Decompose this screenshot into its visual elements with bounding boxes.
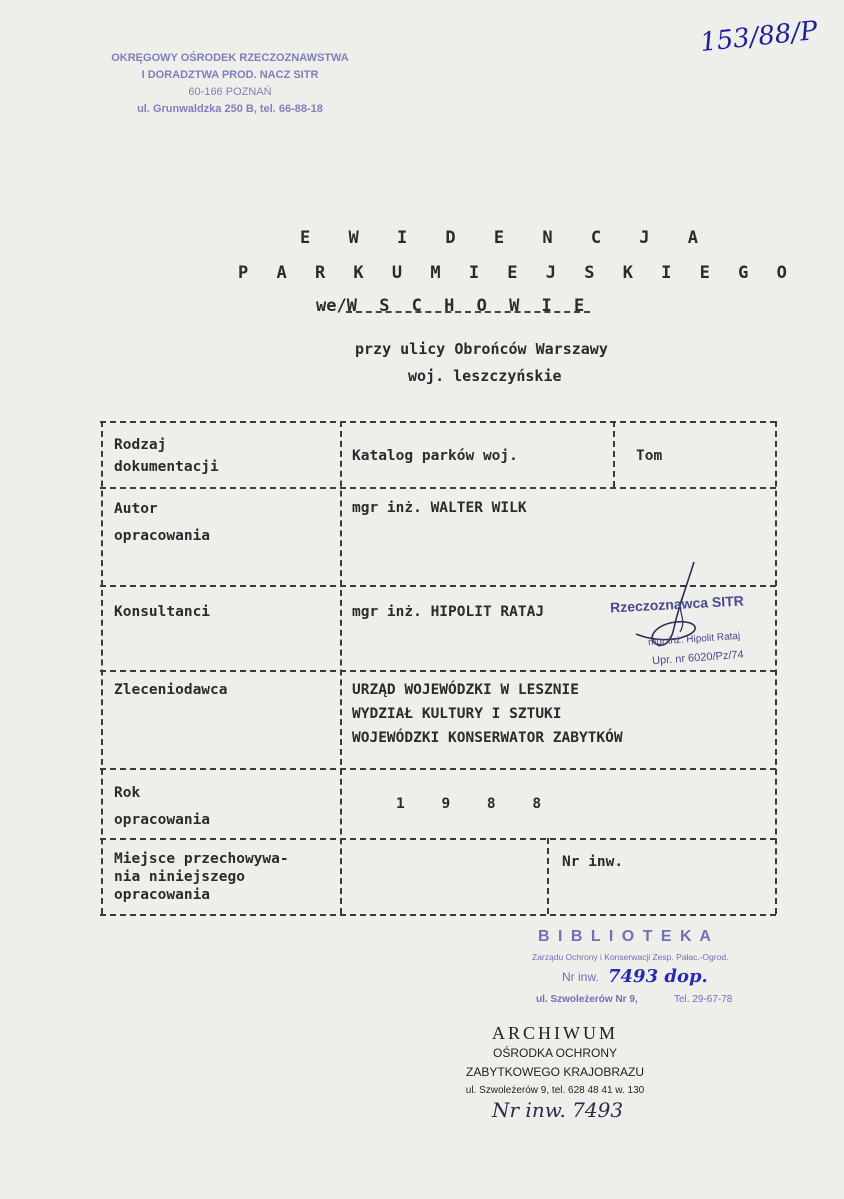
location-line [316,296,590,316]
row-author-label: Autor opracowania [114,501,211,544]
table-col-tom [613,421,615,487]
location-prefix: we/ [316,296,347,316]
region-line: woj. leszczyńskie [408,367,562,385]
archive-line2: OŚRODKA OCHRONY [492,1046,618,1060]
row-client-label: Zleceniodawca [114,682,228,698]
library-stamp-title: B I B L I O T E K A [538,928,713,945]
table-col-inv [547,838,549,914]
table-rule-bottom [100,914,776,916]
table-rule-5 [100,838,776,840]
archive-title: ARCHIWUM [492,1023,618,1043]
org-stamp-line2: I DORADZTWA PROD. NACZ SITR [141,69,319,81]
table-rule-1 [100,487,776,489]
library-stamp [520,928,770,1008]
document-title: E W I D E N C J A [300,228,712,248]
expert-stamp-title: Rzeczoznawca SITR [609,592,745,616]
archive-line3: ZABYTKOWEGO KRAJOBRAZU [465,1065,645,1079]
expert-stamp-name: mgr inż. Hipolit Rataj [647,630,741,649]
row-storage-label: Miejsce przechowywa- nia niniejszego opracowania [114,851,289,903]
reference-number: 153/88/P [698,15,819,59]
document-subtitle: P A R K U M I E J S K I E G O [238,263,796,283]
expert-stamp-license: Upr. nr 6020/Pz/74 [651,648,745,668]
library-stamp-tel: Tel. 29-67-78 [674,994,733,1005]
table-rule-4 [100,768,776,770]
row-storage-inventory: Nr inw. [562,854,624,870]
library-stamp-address: ul. Szwoleżerów Nr 9, [536,994,638,1005]
library-stamp-nr-label: Nr inw. [562,970,599,984]
org-stamp-line1: OKRĘGOWY OŚRODEK RZECZOZNAWSTWA [111,52,349,64]
row-doc-type-label: Rodzaj dokumentacji [114,437,219,475]
row-doc-type-volume: Tom [636,448,663,464]
location-place: W S C H O W I E [346,296,591,316]
row-doc-type-value: Katalog parków woj. [352,448,518,464]
row-year-value: 1 9 8 8 [396,796,556,812]
row-consultants-value: mgr inż. HIPOLIT RATAJ [352,604,545,620]
archive-address: ul. Szwoleżerów 9, tel. 628 48 41 w. 130 [465,1085,645,1096]
archive-block [440,1022,670,1100]
library-stamp-nr-value: 7493 dop. [608,966,708,987]
handwritten-inventory: Nr inw. 7493 [492,1098,624,1122]
org-stamp-line4: ul. Grunwaldzka 250 B, tel. 66-88-18 [137,103,323,115]
street-line: przy ulicy Obrońców Warszawy [355,340,608,358]
table-col-left [101,421,103,914]
table-col-mid [340,421,342,914]
expert-stamp [596,558,776,678]
row-client-value: URZĄD WOJEWÓDZKI W LESZNIE WYDZIAŁ KULTURY I SZTUKI WOJEWÓDZKI KONSERWATOR ZABYTKÓW [352,682,623,746]
row-year-label: Rok opracowania [114,785,211,828]
organization-stamp [110,50,350,118]
table-rule-top [100,421,776,423]
library-stamp-subtitle: Zarządu Ochrony i Konserwacji Zesp. Pałac.-Ogrod. [532,952,729,962]
org-stamp-line3: 60-166 POZNAŃ [188,86,272,98]
row-consultants-label: Konsultanci [114,604,211,620]
row-author-value: mgr inż. WALTER WILK [352,500,527,516]
